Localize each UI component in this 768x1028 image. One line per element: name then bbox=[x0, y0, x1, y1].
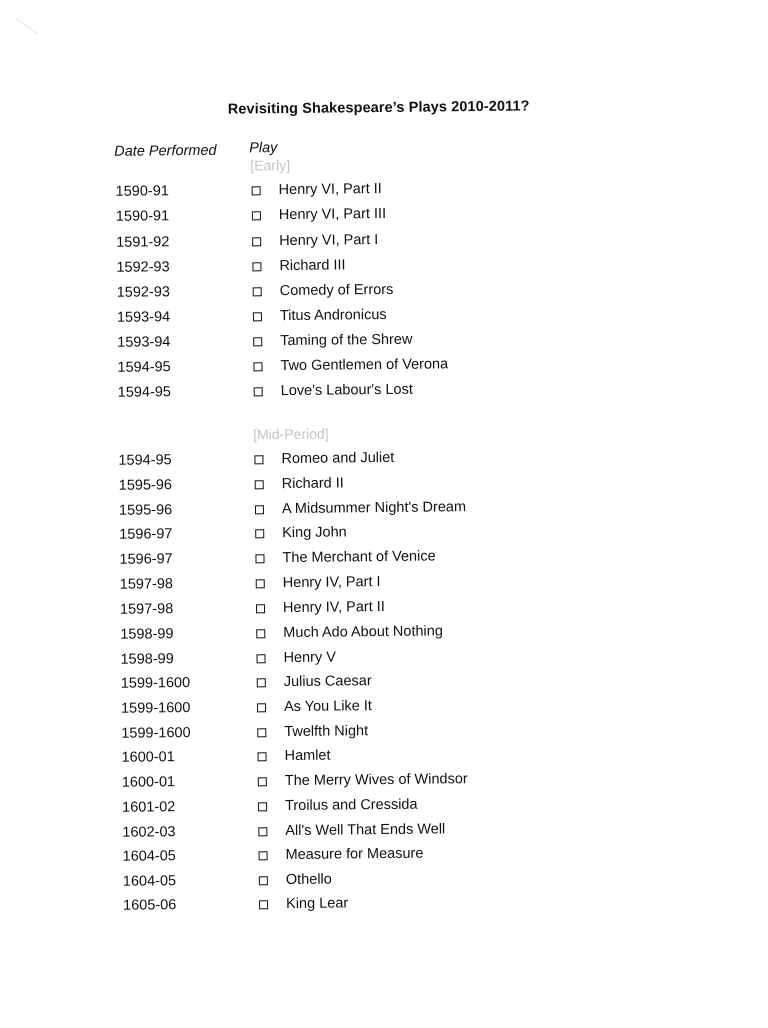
date-performed: 1598-99 bbox=[120, 651, 174, 668]
date-performed: 1599-1600 bbox=[120, 700, 191, 717]
play-row bbox=[0, 328, 766, 356]
checkbox[interactable] bbox=[256, 604, 265, 613]
play-row bbox=[0, 545, 768, 573]
play-title: Comedy of Errors bbox=[279, 281, 394, 300]
play-title: Titus Andronicus bbox=[279, 306, 387, 325]
checkbox[interactable] bbox=[258, 827, 267, 836]
play-title: Henry VI, Part III bbox=[278, 205, 387, 224]
play-title: Othello bbox=[285, 871, 332, 889]
date-performed: 1596-97 bbox=[119, 551, 173, 568]
play-title: Romeo and Juliet bbox=[281, 449, 395, 468]
checkbox[interactable] bbox=[256, 629, 265, 638]
date-performed: 1597-98 bbox=[119, 576, 174, 593]
play-title: Hamlet bbox=[284, 747, 331, 765]
play-title: Twelfth Night bbox=[284, 723, 369, 741]
play-row bbox=[0, 177, 765, 205]
play-title: As You Like It bbox=[283, 698, 372, 716]
play-header: Play bbox=[249, 140, 278, 157]
date-performed: 1590-91 bbox=[115, 208, 170, 225]
play-row bbox=[1, 595, 768, 623]
play-title: Julius Caesar bbox=[283, 673, 372, 691]
play-row bbox=[4, 867, 768, 895]
section-label-early: [Early] bbox=[250, 156, 291, 174]
play-row bbox=[0, 353, 767, 381]
date-performed: 1604-05 bbox=[122, 873, 177, 890]
play-row bbox=[0, 446, 768, 474]
date-performed: 1593-94 bbox=[117, 334, 171, 351]
play-row bbox=[3, 818, 768, 846]
checkbox[interactable] bbox=[253, 287, 262, 296]
play-row bbox=[0, 303, 766, 331]
play-row bbox=[0, 278, 766, 306]
play-row bbox=[0, 253, 766, 281]
play-row bbox=[2, 719, 768, 747]
scan-mark bbox=[15, 18, 39, 35]
play-title: Taming of the Shrew bbox=[280, 331, 413, 350]
date-performed: 1592-93 bbox=[116, 284, 170, 301]
play-row bbox=[3, 793, 768, 821]
date-performed: 1605-06 bbox=[123, 897, 177, 914]
date-performed: 1591-92 bbox=[116, 234, 170, 251]
play-row bbox=[0, 471, 768, 499]
play-row bbox=[0, 496, 768, 524]
checkbox[interactable] bbox=[252, 237, 261, 246]
play-title: Richard III bbox=[279, 257, 346, 275]
play-row bbox=[0, 228, 765, 256]
play-title: King Lear bbox=[286, 895, 349, 913]
play-title: All's Well That Ends Well bbox=[285, 821, 446, 840]
play-title: Love's Labour's Lost bbox=[280, 381, 413, 400]
play-row bbox=[4, 891, 768, 919]
play-row bbox=[0, 378, 767, 406]
play-row bbox=[0, 202, 765, 230]
checkbox[interactable] bbox=[259, 900, 268, 909]
checkbox[interactable] bbox=[253, 337, 262, 346]
checkbox[interactable] bbox=[255, 554, 264, 563]
date-performed: 1595-96 bbox=[118, 502, 173, 519]
checkbox[interactable] bbox=[259, 851, 268, 860]
play-title: A Midsummer Night's Dream bbox=[281, 499, 467, 518]
checkbox[interactable] bbox=[257, 678, 266, 687]
date-performed: 1596-97 bbox=[119, 526, 173, 543]
date-performed: 1599-1600 bbox=[121, 725, 191, 742]
play-row bbox=[2, 743, 768, 771]
checkbox[interactable] bbox=[259, 876, 268, 885]
date-performed: 1604-05 bbox=[122, 848, 176, 865]
date-performed: 1602-03 bbox=[122, 824, 176, 841]
play-title: Troilus and Cressida bbox=[284, 796, 418, 815]
checkbox[interactable] bbox=[258, 802, 267, 811]
play-row bbox=[2, 669, 768, 697]
play-row bbox=[1, 620, 768, 648]
checkbox[interactable] bbox=[253, 362, 262, 371]
play-title: Henry VI, Part I bbox=[279, 232, 379, 250]
checkbox[interactable] bbox=[257, 703, 266, 712]
checkbox[interactable] bbox=[255, 480, 264, 489]
date-performed: 1599-1600 bbox=[120, 675, 191, 692]
date-performed: 1595-96 bbox=[118, 477, 173, 494]
play-row bbox=[4, 842, 768, 870]
play-title: Richard II bbox=[281, 475, 344, 493]
play-row bbox=[1, 570, 768, 598]
section-label-mid-period: [Mid-Period] bbox=[253, 425, 329, 443]
date-performed: 1590-91 bbox=[115, 183, 169, 200]
checkbox[interactable] bbox=[256, 579, 265, 588]
date-performed-header: Date Performed bbox=[114, 142, 217, 160]
checkbox[interactable] bbox=[252, 211, 261, 220]
play-row bbox=[1, 645, 768, 673]
date-performed: 1600-01 bbox=[121, 774, 176, 791]
checkbox[interactable] bbox=[256, 654, 265, 663]
checkbox[interactable] bbox=[254, 455, 263, 464]
date-performed: 1594-95 bbox=[118, 452, 172, 469]
checkbox[interactable] bbox=[258, 752, 267, 761]
play-title: The Merry Wives of Windsor bbox=[284, 771, 468, 790]
play-title: King John bbox=[282, 524, 347, 542]
checkbox[interactable] bbox=[255, 529, 264, 538]
play-title: Two Gentlemen of Verona bbox=[280, 356, 449, 375]
play-title: The Merchant of Venice bbox=[282, 548, 436, 567]
page-title: Revisiting Shakespeare’s Plays 2010-2011? bbox=[227, 98, 530, 118]
date-performed: 1600-01 bbox=[121, 749, 175, 766]
checkbox[interactable] bbox=[258, 777, 267, 786]
date-performed: 1593-94 bbox=[116, 309, 171, 326]
play-title: Henry IV, Part I bbox=[282, 574, 381, 592]
checkbox[interactable] bbox=[255, 505, 264, 514]
checkbox[interactable] bbox=[254, 387, 263, 396]
play-row bbox=[0, 520, 768, 548]
date-performed: 1594-95 bbox=[117, 384, 172, 401]
checkbox[interactable] bbox=[252, 262, 261, 271]
play-title: Henry IV, Part II bbox=[282, 598, 385, 617]
date-performed: 1592-93 bbox=[116, 259, 170, 276]
checkbox[interactable] bbox=[253, 312, 262, 321]
date-performed: 1601-02 bbox=[121, 799, 176, 816]
date-performed: 1597-98 bbox=[119, 601, 174, 618]
play-row bbox=[2, 694, 768, 722]
date-performed: 1598-99 bbox=[120, 626, 174, 643]
play-title: Henry V bbox=[283, 649, 336, 667]
date-performed: 1594-95 bbox=[117, 359, 171, 376]
play-title: Henry VI, Part II bbox=[278, 181, 382, 199]
play-title: Measure for Measure bbox=[285, 845, 424, 864]
play-row bbox=[3, 768, 768, 796]
checkbox[interactable] bbox=[252, 186, 261, 195]
checkbox[interactable] bbox=[257, 728, 266, 737]
play-title: Much Ado About Nothing bbox=[283, 623, 443, 642]
